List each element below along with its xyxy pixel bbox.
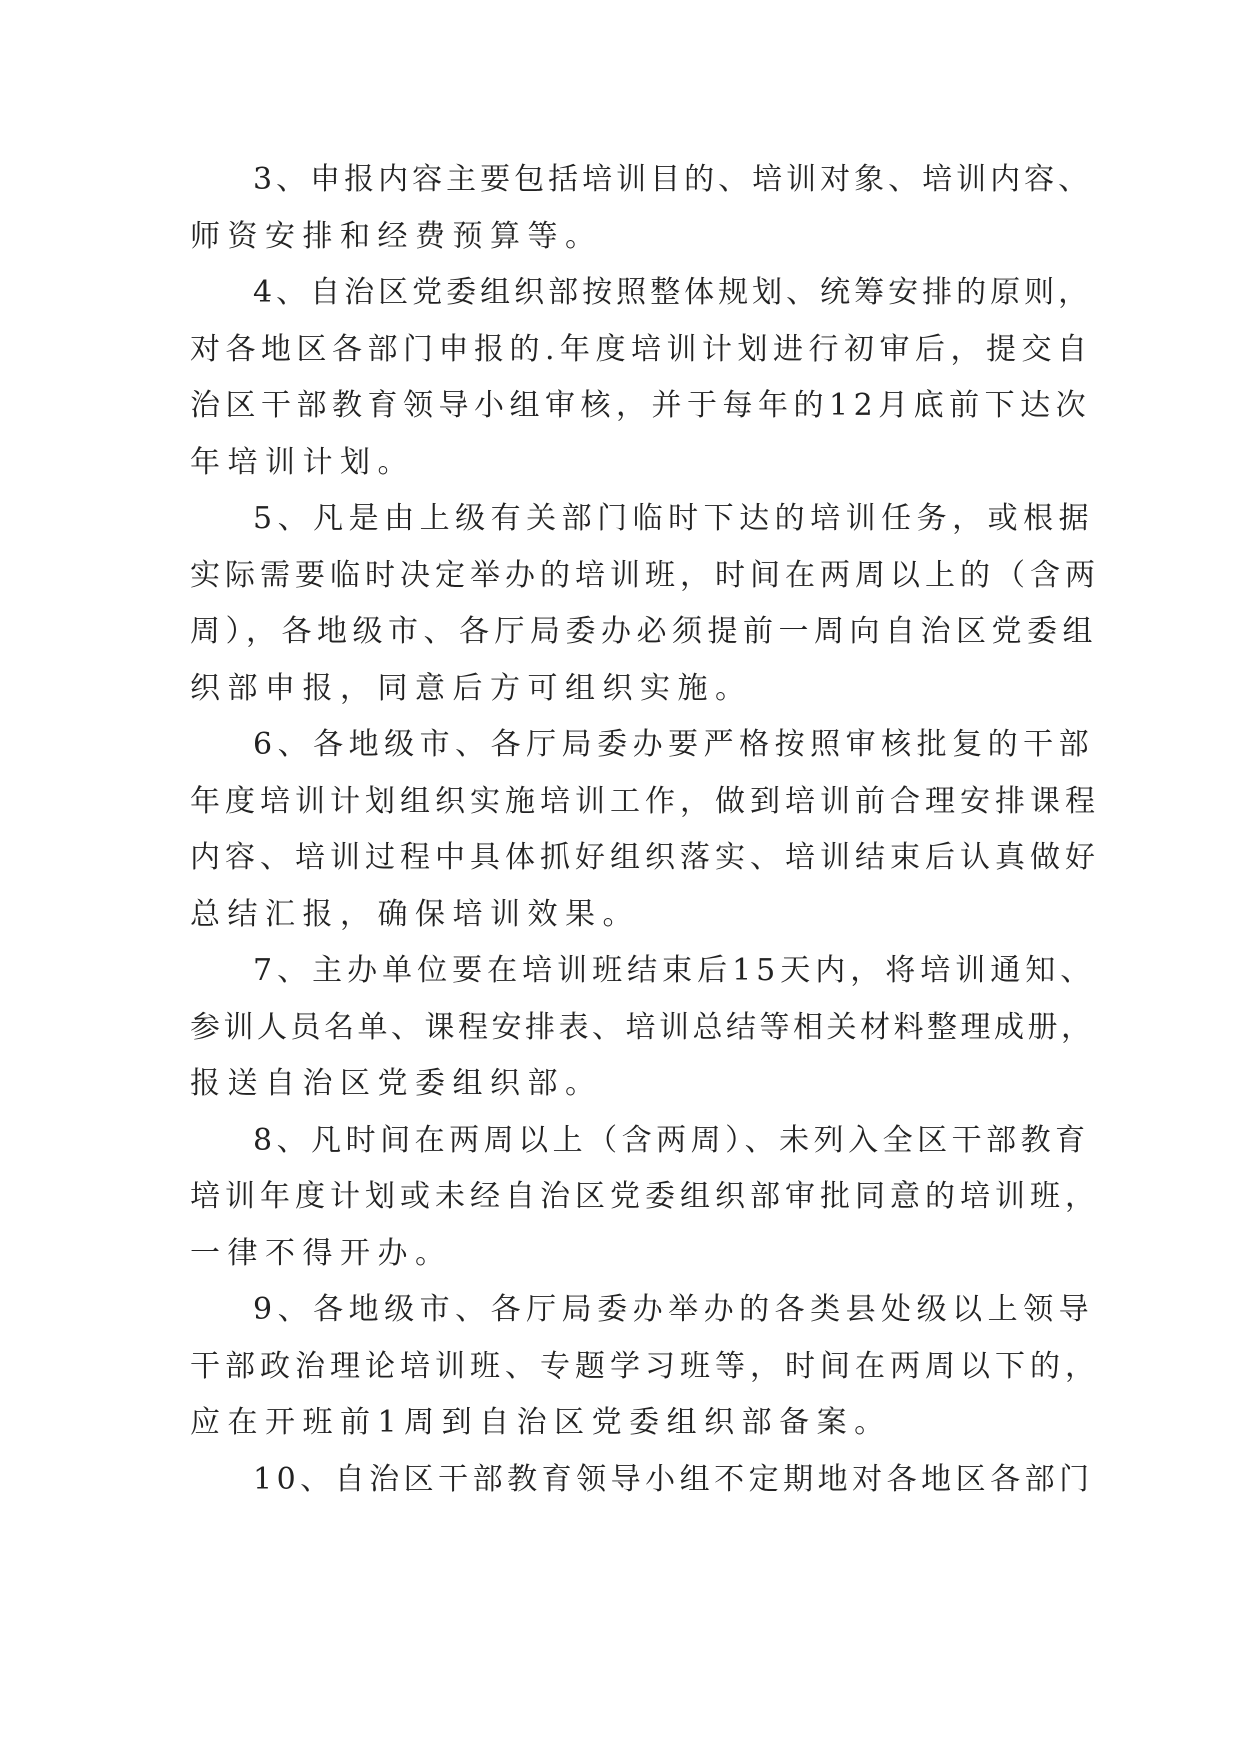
text-line: 一律不得开办。 xyxy=(190,1235,453,1271)
text-line: 7、主办单位要在培训班结束后15天内，将培训通知、 xyxy=(253,953,1096,988)
text-line: 培训年度计划或未经自治区党委组织部审批同意的培训班， xyxy=(190,1179,1100,1214)
text-line: 周），各地级市、各厅局委办必须提前一周向自治区党委组 xyxy=(190,614,1098,649)
text-line: 4、自治区党委组织部按照整体规划、统筹安排的原则， xyxy=(253,275,1093,310)
paragraph-9 xyxy=(190,1282,1100,1452)
paragraph-5 xyxy=(190,491,1100,717)
text-line: 干部政治理论培训班、专题学习班等，时间在两周以下的， xyxy=(190,1348,1100,1384)
text-line: 报送自治区党委组织部。 xyxy=(190,1066,603,1101)
text-line: 3、申报内容主要包括培训目的、培训对象、培训内容、 xyxy=(253,162,1093,197)
text-line: 总结汇报，确保培训效果。 xyxy=(190,896,640,932)
text-line: 治区干部教育领导小组审核，并于每年的12月底前下达次 xyxy=(190,388,1092,423)
paragraph-6 xyxy=(190,717,1100,943)
paragraph-3 xyxy=(190,152,1093,265)
text-line: 织部申报，同意后方可组织实施。 xyxy=(190,670,753,706)
text-line: 对各地区各部门申报的.年度培训计划进行初审后，提交自 xyxy=(190,331,1093,367)
document-body xyxy=(190,152,1100,1508)
paragraph-8 xyxy=(190,1113,1100,1283)
text-line: 内容、培训过程中具体抓好组织落实、培训结束后认真做好 xyxy=(190,840,1100,875)
text-line: 6、各地级市、各厅局委办要严格按照审核批复的干部 xyxy=(253,727,1095,762)
text-line: 师资安排和经费预算等。 xyxy=(190,218,603,254)
text-line: 年度培训计划组织实施培训工作，做到培训前合理安排课程 xyxy=(190,783,1100,819)
paragraph-10 xyxy=(190,1452,1094,1509)
text-line: 参训人员名单、课程安排表、培训总结等相关材料整理成册， xyxy=(190,1009,1095,1045)
text-line: 8、凡时间在两周以上（含两周）、未列入全区干部教育 xyxy=(253,1122,1090,1158)
text-line: 10、自治区干部教育领导小组不定期地对各地区各部门 xyxy=(253,1461,1094,1497)
text-line: 5、凡是由上级有关部门临时下达的培训任务，或根据 xyxy=(253,501,1095,536)
text-line: 实际需要临时决定举办的培训班，时间在两周以上的（含两 xyxy=(190,557,1100,593)
text-line: 年培训计划。 xyxy=(190,444,415,480)
paragraph-4 xyxy=(190,265,1093,491)
text-line: 9、各地级市、各厅局委办举办的各类县处级以上领导 xyxy=(253,1292,1095,1327)
paragraph-7 xyxy=(190,943,1096,1113)
text-line: 应在开班前1周到自治区党委组织部备案。 xyxy=(190,1405,892,1440)
